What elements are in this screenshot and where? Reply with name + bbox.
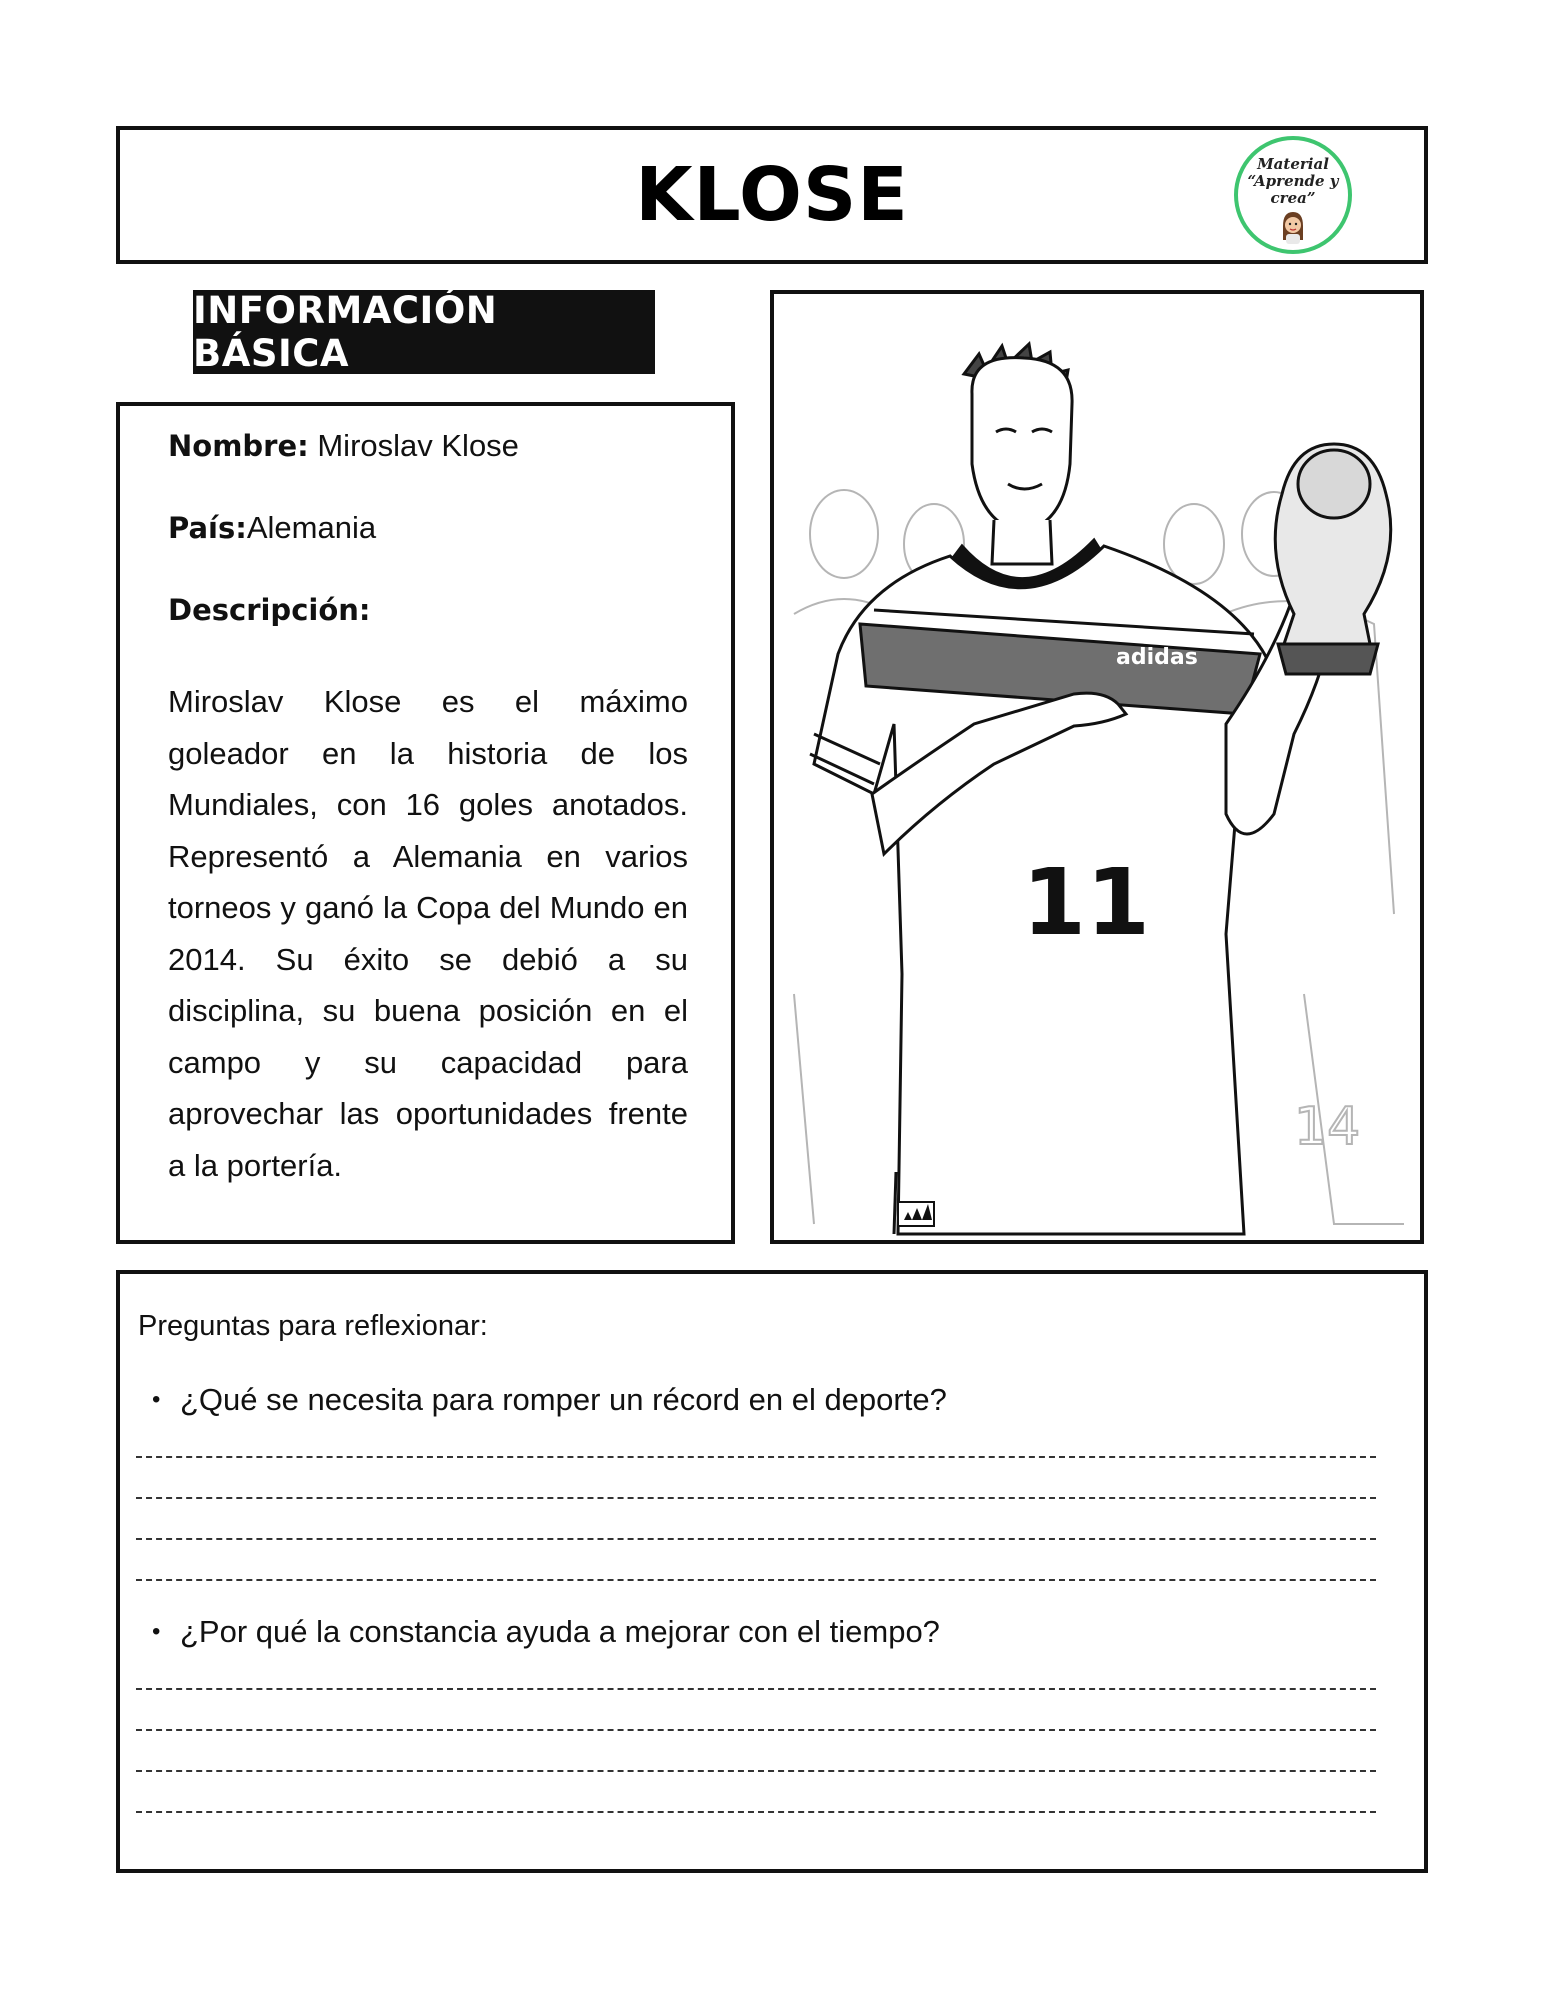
name-label: Nombre: bbox=[168, 429, 309, 463]
name-value: Miroslav Klose bbox=[308, 428, 519, 463]
questions-box bbox=[116, 1270, 1428, 1873]
answer-line[interactable] bbox=[136, 1538, 1376, 1579]
page-title: KLOSE bbox=[635, 152, 909, 238]
answer-line[interactable] bbox=[136, 1497, 1376, 1538]
question-text: ¿Por qué la constancia ayuda a mejorar con el tiempo? bbox=[180, 1614, 940, 1649]
field-name bbox=[168, 428, 519, 464]
player-image-box bbox=[770, 290, 1424, 1244]
jersey-brand: adidas bbox=[1116, 645, 1198, 670]
badge-text: Material “Aprende y crea” bbox=[1247, 155, 1339, 207]
section-label: INFORMACIÓN BÁSICA bbox=[193, 290, 655, 374]
field-description bbox=[168, 592, 371, 628]
answer-line[interactable] bbox=[136, 1770, 1376, 1811]
answer-line[interactable] bbox=[136, 1729, 1376, 1770]
background-number: 14 bbox=[1294, 1097, 1361, 1157]
answer-lines[interactable] bbox=[136, 1456, 1376, 1620]
bullet-icon: • bbox=[152, 1386, 161, 1413]
player-illustration bbox=[774, 294, 1420, 1240]
answer-line[interactable] bbox=[136, 1456, 1376, 1497]
title-box bbox=[116, 126, 1428, 264]
answer-line[interactable] bbox=[136, 1688, 1376, 1729]
question-item bbox=[152, 1614, 940, 1650]
brand-badge bbox=[1234, 136, 1352, 254]
question-item bbox=[152, 1382, 947, 1418]
question-text: ¿Qué se necesita para romper un récord en el deporte? bbox=[180, 1382, 947, 1417]
country-value: Alemania bbox=[246, 510, 377, 545]
adidas-logo-icon bbox=[898, 1202, 934, 1226]
description-label: Descripción: bbox=[168, 593, 371, 627]
questions-title: Preguntas para reflexionar: bbox=[138, 1310, 488, 1342]
country-label: País: bbox=[168, 511, 247, 545]
jersey-number: 11 bbox=[1022, 849, 1151, 956]
info-box bbox=[116, 402, 735, 1244]
bullet-icon: • bbox=[152, 1618, 161, 1645]
avatar-icon bbox=[1279, 210, 1307, 244]
answer-line[interactable] bbox=[136, 1811, 1376, 1852]
answer-lines[interactable] bbox=[136, 1688, 1376, 1852]
field-country bbox=[168, 510, 376, 546]
description-text: Miroslav Klose es el máximo goleador en la historia de los Mundiales, con 16 goles anotados. Representó a Alemania en varios torneos y ganó la Copa del Mundo en 2014. Su éxito se debió a su disciplina, su buena posición en el campo y su capacidad para aprovechar las oportunidades frente a la portería. bbox=[168, 684, 688, 1183]
